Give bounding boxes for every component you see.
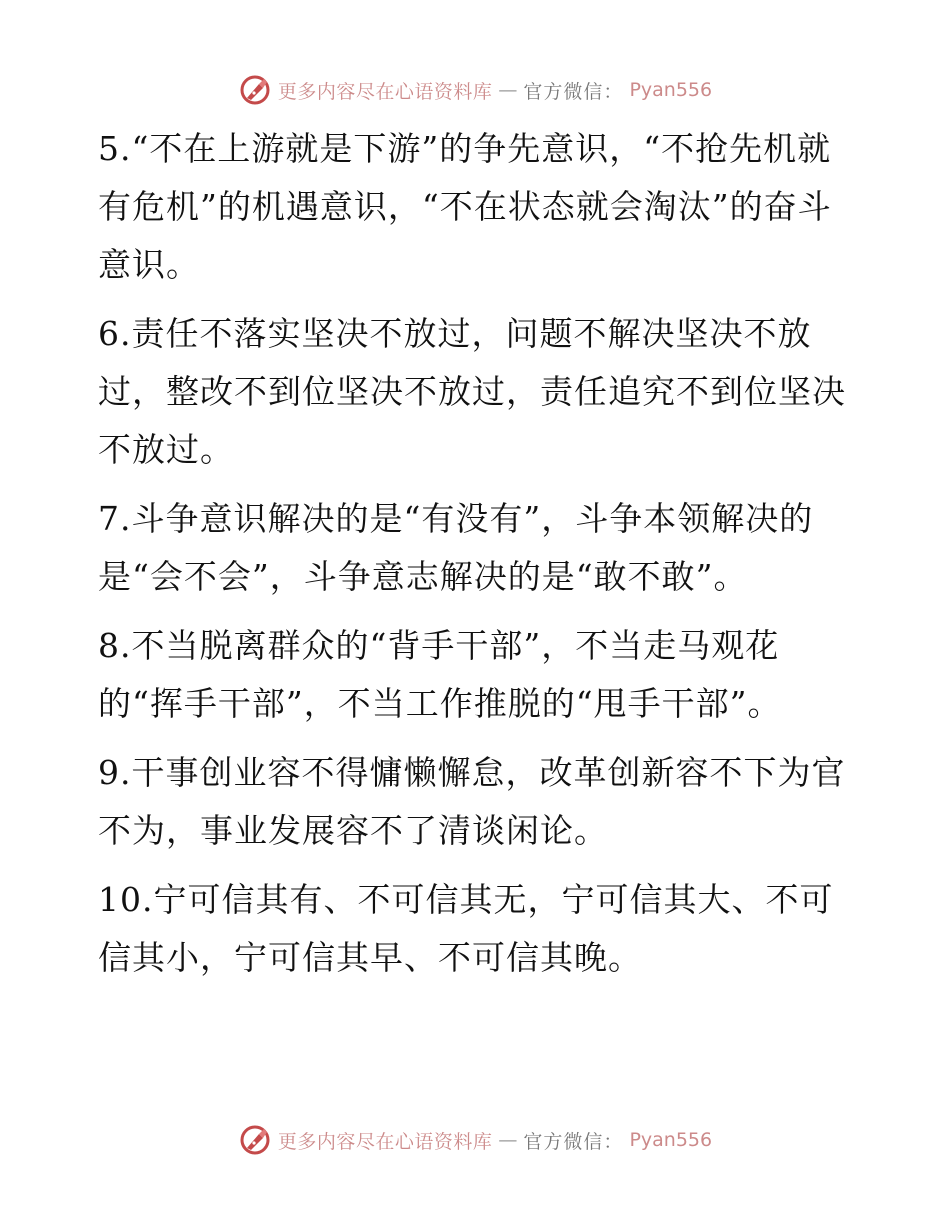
wechat-label: 官方微信： [523, 1130, 624, 1153]
wechat-id: Pyan556 [629, 79, 713, 101]
separator-dash: — [498, 1129, 518, 1151]
list-item: 8.不当脱离群众的“背手干部”，不当走马观花的“挥手干部”，不当工作推脱的“甩手干部”。 [98, 626, 782, 723]
list-item: 5.“不在上游就是下游”的争先意识，“不抢先机就有危机”的机遇意识，“不在状态就会淘汰”的奋斗意识。 [98, 129, 832, 284]
list-item: 6.责任不落实坚决不放过，问题不解决坚决不放过，整改不到位坚决不放过，责任追究不到位坚决不放过。 [98, 314, 846, 469]
document-body [98, 120, 858, 998]
wechat-id: Pyan556 [629, 1129, 713, 1151]
promo-text: 更多内容尽在心语资料库 [277, 80, 493, 103]
header-banner [0, 70, 950, 110]
list-item: 7.斗争意识解决的是“有没有”，斗争本领解决的是“会不会”，斗争意志解决的是“敢不敢”。 [98, 499, 814, 596]
separator-dash: — [498, 79, 518, 101]
list-item: 9.干事创业容不得慵懒懈怠，改革创新容不下为官不为，事业发展容不了清谈闲论。 [98, 753, 846, 850]
promo-text: 更多内容尽在心语资料库 [277, 1130, 493, 1153]
pen-nib-logo-icon [238, 73, 272, 107]
wechat-label: 官方微信： [523, 80, 624, 103]
footer-banner [0, 1120, 950, 1160]
pen-nib-logo-icon [238, 1123, 272, 1157]
list-item: 10.宁可信其有、不可信其无，宁可信其大、不可信其小，宁可信其早、不可信其晚。 [98, 880, 834, 977]
